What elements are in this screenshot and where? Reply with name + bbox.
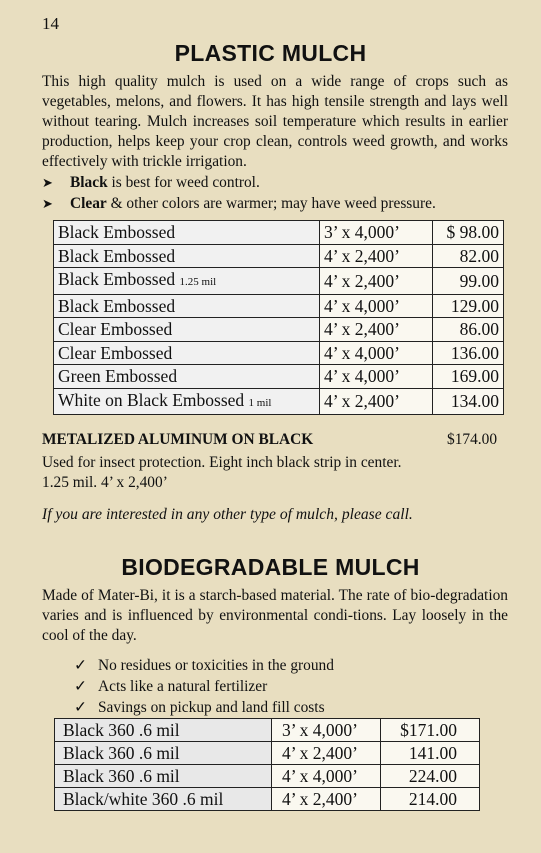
product-name-cell: Black/white 360 .6 mil — [55, 788, 272, 811]
price-cell: 214.00 — [381, 788, 480, 811]
size-cell: 3’ x 4,000’ — [320, 221, 433, 245]
biodegradable-mulch-title: BIODEGRADABLE MULCH — [121, 554, 420, 580]
check-item — [74, 676, 334, 697]
metalized-line-2: 1.25 mil. 4’ x 2,400’ — [42, 474, 168, 491]
check-text: Savings on pickup and land fill costs — [98, 699, 325, 716]
page-number: 14 — [42, 14, 59, 33]
arrow-bullet-icon: ➤ — [42, 175, 53, 190]
product-name-cell: Black 360 .6 mil — [55, 765, 272, 788]
table-row — [54, 388, 504, 415]
size-cell: 4’ x 2,400’ — [272, 742, 381, 765]
price-cell: 134.00 — [433, 388, 504, 415]
table-row — [55, 742, 480, 765]
table-row — [54, 294, 504, 318]
metalized-title: METALIZED ALUMINUM ON BLACK — [42, 431, 314, 448]
call-note: If you are interested in any other type of mulch, please call. — [42, 506, 413, 523]
price-cell: $ 98.00 — [433, 221, 504, 245]
bullet-item — [42, 173, 436, 194]
product-name-cell: Black Embossed — [54, 221, 320, 245]
size-cell: 3’ x 4,000’ — [272, 719, 381, 742]
size-cell: 4’ x 2,400’ — [320, 318, 433, 342]
size-cell: 4’ x 2,400’ — [320, 388, 433, 415]
check-text: Acts like a natural fertilizer — [98, 678, 268, 695]
table-row — [55, 788, 480, 811]
checkmark-icon: ✓ — [74, 699, 87, 716]
size-cell: 4’ x 2,400’ — [320, 244, 433, 268]
size-cell: 4’ x 2,400’ — [320, 268, 433, 295]
check-item — [74, 697, 334, 718]
bullet-text: is best for weed control. — [107, 174, 260, 191]
table-row — [55, 719, 480, 742]
metalized-price: $174.00 — [447, 431, 498, 448]
bullet-item — [42, 194, 436, 215]
bullet-text: & other colors are warmer; may have weed pressure. — [106, 194, 436, 212]
check-text: No residues or toxicities in the ground — [98, 657, 334, 674]
product-name-cell: Black 360 .6 mil — [55, 719, 272, 742]
price-cell: 129.00 — [433, 294, 504, 318]
table-row — [54, 221, 504, 245]
size-cell: 4’ x 4,000’ — [320, 341, 433, 365]
table-row — [55, 765, 480, 788]
thickness-note: 1 mil — [248, 396, 272, 409]
arrow-bullet-icon: ➤ — [42, 195, 53, 211]
price-cell: 99.00 — [433, 268, 504, 295]
plastic-mulch-title: PLASTIC MULCH — [174, 40, 367, 66]
price-cell: 136.00 — [433, 341, 504, 365]
price-cell: 169.00 — [433, 365, 504, 389]
metalized-line-1: Used for insect protection. Eight inch black strip in center. — [42, 454, 402, 471]
table-row — [54, 365, 504, 389]
product-name-cell: Black Embossed 1.25 mil — [54, 268, 320, 295]
check-item — [74, 655, 334, 676]
bullet-bold: Clear — [70, 194, 107, 212]
table-row — [54, 318, 504, 342]
product-name-cell: Black 360 .6 mil — [55, 742, 272, 765]
table-row — [54, 244, 504, 268]
size-cell: 4’ x 4,000’ — [320, 365, 433, 389]
table-row — [54, 341, 504, 365]
table-row — [54, 268, 504, 295]
price-cell: $171.00 — [381, 719, 480, 742]
product-name-cell: Clear Embossed — [54, 341, 320, 365]
plastic-price-table — [53, 220, 504, 415]
bullet-bold: Black — [70, 174, 108, 191]
bio-price-table — [54, 718, 480, 811]
size-cell: 4’ x 4,000’ — [272, 765, 381, 788]
product-name-cell: Clear Embossed — [54, 318, 320, 342]
thickness-note: 1.25 mil — [179, 276, 217, 288]
product-name-cell: Green Embossed — [54, 365, 320, 389]
price-cell: 82.00 — [433, 244, 504, 268]
product-name-cell: Black Embossed — [54, 244, 320, 268]
plastic-intro: This high quality mulch is used on a wide range of crops such as vegetables, melons, and flowers. It has high tensile strength and lays well without tearing. Mulch increases soil temperature which results in earlier production, helps keep your crop clean, controls weed growth, and works effectively with trickle irrigation. — [42, 73, 508, 170]
bio-checklist — [74, 655, 334, 718]
plastic-bullets — [42, 173, 436, 214]
size-cell: 4’ x 4,000’ — [320, 294, 433, 318]
size-cell: 4’ x 2,400’ — [272, 788, 381, 811]
price-cell: 224.00 — [381, 765, 480, 788]
bio-intro: Made of Mater-Bi, it is a starch-based material. The rate of bio-degradation varies and is influenced by environmental condi-tions. Lay loosely in the cool of the day. — [42, 587, 508, 644]
price-cell: 141.00 — [381, 742, 480, 765]
checkmark-icon: ✓ — [74, 657, 87, 674]
product-name-cell: Black Embossed — [54, 294, 320, 318]
price-cell: 86.00 — [433, 318, 504, 342]
checkmark-icon: ✓ — [74, 678, 87, 695]
product-name-cell: White on Black Embossed 1 mil — [54, 388, 320, 415]
